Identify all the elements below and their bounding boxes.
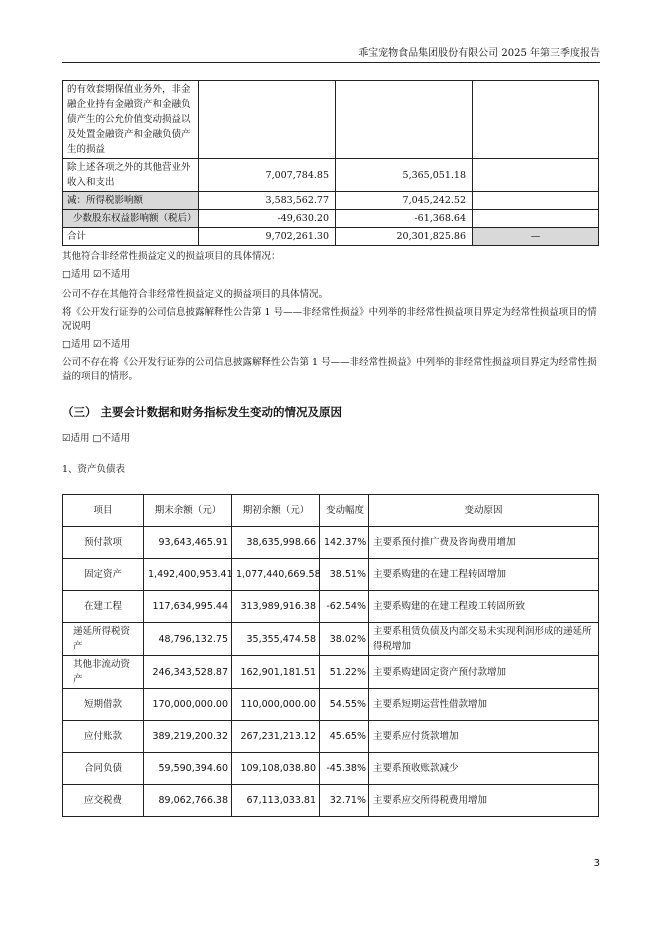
note-cell — [473, 81, 599, 159]
applicability-checkbox: □适用 ☑不适用 — [62, 339, 131, 350]
closing-balance-cell: 1,492,400,953.41 — [144, 559, 232, 591]
ytd-value: 20,301,825.86 — [336, 228, 473, 246]
note-cell: — — [473, 228, 599, 246]
reason-cell: 主要系购建固定资产预付款增加 — [369, 656, 599, 689]
row-label: 的有效套期保值业务外，非金融企业持有金融资产和金融负债产生的公允价值变动损益以及处置金融资产和金融负债产生的损益 — [63, 81, 199, 159]
ytd-value: 5,365,051.18 — [336, 159, 473, 192]
reason-cell: 主要系购建的在建工程转固增加 — [369, 559, 599, 591]
paragraph: 公司不存在其他符合非经常性损益定义的损益项目的具体情况。 — [62, 289, 329, 300]
table-row — [63, 81, 599, 159]
table-row-total — [63, 228, 599, 246]
table-row — [63, 753, 599, 785]
column-header: 期初余额（元） — [232, 495, 320, 527]
table-row — [63, 721, 599, 753]
item-cell: 应交税费 — [63, 785, 144, 817]
item-cell: 合同负债 — [63, 753, 144, 785]
opening-balance-cell: 35,355,474.58 — [232, 623, 320, 656]
item-cell: 预付款项 — [63, 527, 144, 559]
change-rate-cell: -62.54% — [320, 591, 369, 623]
closing-balance-cell: 246,343,528.87 — [144, 656, 232, 689]
item-cell: 应付账款 — [63, 721, 144, 753]
change-rate-cell: 38.02% — [320, 623, 369, 656]
ytd-value — [336, 81, 473, 159]
row-label: 合计 — [63, 228, 199, 246]
closing-balance-cell: 93,643,465.91 — [144, 527, 232, 559]
table-row — [63, 159, 599, 192]
applicability-checkbox: □适用 ☑不适用 — [62, 269, 131, 280]
table-header-row — [63, 495, 599, 527]
closing-balance-cell: 59,590,394.60 — [144, 753, 232, 785]
note-cell — [473, 192, 599, 210]
opening-balance-cell: 110,000,000.00 — [232, 689, 320, 721]
change-rate-cell: 38.51% — [320, 559, 369, 591]
change-rate-cell: 51.22% — [320, 656, 369, 689]
opening-balance-cell: 267,231,213.12 — [232, 721, 320, 753]
non-recurring-table — [62, 80, 599, 246]
section-heading: （三） 主要会计数据和财务指标发生变动的情况及原因 — [62, 405, 343, 419]
opening-balance-cell: 38,635,998.66 — [232, 527, 320, 559]
item-cell: 递延所得税资产 — [63, 623, 144, 656]
current-period-value: 9,702,261.30 — [199, 228, 336, 246]
closing-balance-cell: 117,634,995.44 — [144, 591, 232, 623]
closing-balance-cell: 170,000,000.00 — [144, 689, 232, 721]
reason-cell: 主要系应付货款增加 — [369, 721, 599, 753]
row-label: 除上述各项之外的其他营业外收入和支出 — [63, 159, 199, 192]
column-header: 项目 — [63, 495, 144, 527]
closing-balance-cell: 89,062,766.38 — [144, 785, 232, 817]
item-cell: 固定资产 — [63, 559, 144, 591]
opening-balance-cell: 109,108,038.80 — [232, 753, 320, 785]
row-label: 少数股东权益影响额（税后） — [63, 210, 199, 228]
applicability-checkbox: ☑适用 □不适用 — [62, 433, 131, 444]
reason-cell: 主要系短期运营性借款增加 — [369, 689, 599, 721]
current-period-value: -49,630.20 — [199, 210, 336, 228]
opening-balance-cell: 162,901,181.51 — [232, 656, 320, 689]
reason-cell: 主要系租赁负债及内部交易未实现利润形成的递延所得税增加 — [369, 623, 599, 656]
item-cell: 在建工程 — [63, 591, 144, 623]
change-rate-cell: 32.71% — [320, 785, 369, 817]
table-row — [63, 210, 599, 228]
reason-cell: 主要系购建的在建工程竣工转固所致 — [369, 591, 599, 623]
opening-balance-cell: 313,989,916.38 — [232, 591, 320, 623]
closing-balance-cell: 48,796,132.75 — [144, 623, 232, 656]
change-rate-cell: 142.37% — [320, 527, 369, 559]
change-rate-cell: -45.38% — [320, 753, 369, 785]
header-divider — [62, 62, 600, 63]
table-row — [63, 623, 599, 656]
ytd-value: 7,045,242.52 — [336, 192, 473, 210]
table-row — [63, 192, 599, 210]
table-row — [63, 656, 599, 689]
current-period-value — [199, 81, 336, 159]
closing-balance-cell: 389,219,200.32 — [144, 721, 232, 753]
table-row — [63, 689, 599, 721]
current-period-value: 3,583,562.77 — [199, 192, 336, 210]
opening-balance-cell: 67,113,033.81 — [232, 785, 320, 817]
reason-cell: 主要系预付推广费及咨询费用增加 — [369, 527, 599, 559]
column-header: 变动幅度 — [320, 495, 369, 527]
table-row — [63, 527, 599, 559]
note-cell — [473, 159, 599, 192]
column-header: 变动原因 — [369, 495, 599, 527]
page-number: 3 — [593, 858, 600, 869]
page-header: 乖宝宠物食品集团股份有限公司 2025 年第三季度报告 — [358, 48, 600, 59]
reason-cell: 主要系预收账款减少 — [369, 753, 599, 785]
sub-heading: 1、资产负债表 — [62, 464, 126, 475]
column-header: 期末余额（元） — [144, 495, 232, 527]
item-cell: 短期借款 — [63, 689, 144, 721]
opening-balance-cell: 1,077,440,669.58 — [232, 559, 320, 591]
reason-cell: 主要系应交所得税费用增加 — [369, 785, 599, 817]
row-label: 减：所得税影响额 — [63, 192, 199, 210]
table-row — [63, 559, 599, 591]
balance-sheet-changes-table — [62, 494, 599, 817]
paragraph: 其他符合非经常性损益定义的损益项目的具体情况： — [62, 251, 281, 262]
table-row — [63, 785, 599, 817]
change-rate-cell: 45.65% — [320, 721, 369, 753]
note-cell — [473, 210, 599, 228]
table-row — [63, 591, 599, 623]
paragraph: 将《公开发行证券的公司信息披露解释性公告第 1 号——非经常性损益》中列举的非经常性损益项目界定为经常性损益项目的情况说明 — [62, 307, 597, 332]
ytd-value: -61,368.64 — [336, 210, 473, 228]
paragraph: 公司不存在将《公开发行证券的公司信息披露解释性公告第 1 号——非经常性损益》中列举的非经常性损益项目界定为经常性损益的项目的情形。 — [62, 357, 597, 382]
current-period-value: 7,007,784.85 — [199, 159, 336, 192]
item-cell: 其他非流动资产 — [63, 656, 144, 689]
change-rate-cell: 54.55% — [320, 689, 369, 721]
